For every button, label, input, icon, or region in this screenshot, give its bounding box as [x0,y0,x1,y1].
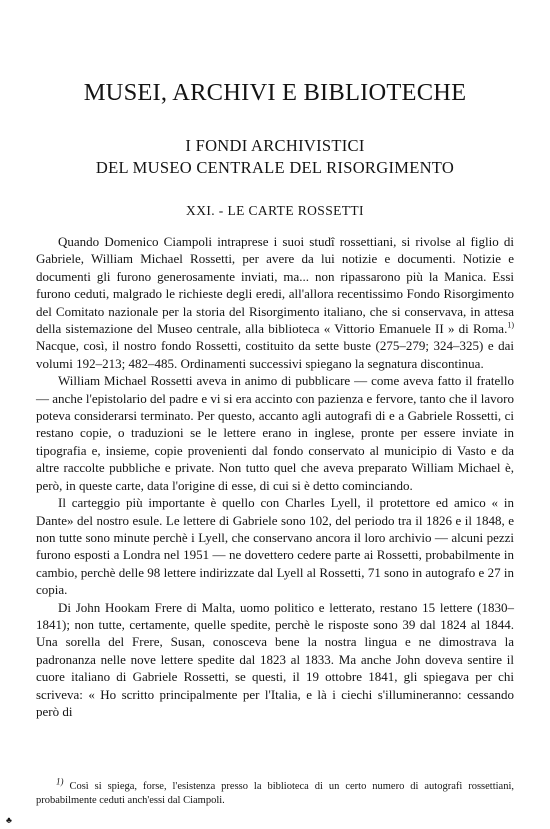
chapter-title: XXI. - LE CARTE ROSSETTI [186,203,364,218]
footnote-text: Così si spiega, forse, l'esistenza presso la biblioteca di un certo numero di autografi rossettiani, probabilmente ceduti anch'essi dal Ciampoli. [36,781,514,806]
footnote-marker: 1) [56,776,64,787]
article-title-line-2: DEL MUSEO CENTRALE DEL RISORGIMENTO [95,158,455,177]
paragraph-4: Di John Hookam Frere di Malta, uomo politico e letterato, restano 15 lettere (1830–1841); non tutte, certamente, quelle spedite, perchè le risposte sono 39 dal 1824 al 1844. Una sorella del Frere, Susan, conosceva bene la nostra lingua e ne dimostrava la padronanza nelle nove lettere spedite dal 1823 al 1833. Ma anche John doveva sentire il cuore italiano di Gabriele Rossetti, se questi, il 19 ottobre 1841, gli spiegava per chi scriveva: « Ho scritto principalmente per l'Italia, e là i ciechi s'illumineranno: cessando però di [36,599,514,719]
paragraph-2: William Michael Rossetti aveva in animo di pubblicare — come aveva fatto il fratello — anche l'epistolario del padre e vi si era accinto con pazienza e fervore, tanto che il lavoro poteva considerarsi terminato. Per questo, accanto agli autografi di e a Gabriele Rossetti, ci restano copie, o traduzioni se le lettere erano in inglese, pronte per essere inviate in tipografia e, insieme, copie provenienti dal fondo conservato al municipio di Vasto e da altre raccolte pubbliche e private. Non tutto quel che aveva preparato William Michael è, però, in queste carte, data l'origine di esse, di cui si è detto cominciando. [36,373,514,493]
article-title-line-1: I FONDI ARCHIVISTICI [185,136,365,155]
footnote [36,776,514,808]
paragraph-1 [36,233,514,372]
paragraph-1-text: Quando Domenico Ciampoli intraprese i suoi studî rossettiani, si rivolse al figlio di Gabriele, William Michael Rossetti, per avere da lui notizie e documenti. Notizie e documenti gli furono generosamente inviati, ma... non ripassarono più la Manica. Essi furono ceduti, malgrado le richieste degli eredi, all'allora recentissimo Fondo Risorgimento del Comitato nazionale per la storia del Risorgimento italiano, che si conservava, in attesa della sistemazione del Museo centrale, alla biblioteca « Vittorio Emanuele II » di Roma. [36,234,514,337]
section-title: MUSEI, ARCHIVI E BIBLIOTECHE [83,79,467,106]
body-text [36,233,514,720]
paragraph-1-tail: Nacque, così, il nostro fondo Rossetti, costituito da sette buste (275–279; 324–325) e dai volumi 192–213; 482–485. Ordinamenti successivi spiegano la segnatura discontinua. [36,338,514,371]
page-corner-mark: ♣ [6,815,12,825]
footnote-reference: 1) [507,320,514,330]
paragraph-3: Il carteggio più importante è quello con Charles Lyell, il protettore ed amico « in Dante» del nostro esule. Le lettere di Gabriele sono 102, del periodo tra il 1826 e il 1848, e non tutte sono minute perchè i Lyell, che conservano ancora il loro archivio — alcuni pezzi furono esposti a Londra nel 1951 — ne dovettero cedere parte ai Rossetti, probabilmente in cambio, perchè delle 98 lettere indirizzate dal Lyell al Rossetti, 71 sono in autografo e 27 in copia. [36,495,514,598]
